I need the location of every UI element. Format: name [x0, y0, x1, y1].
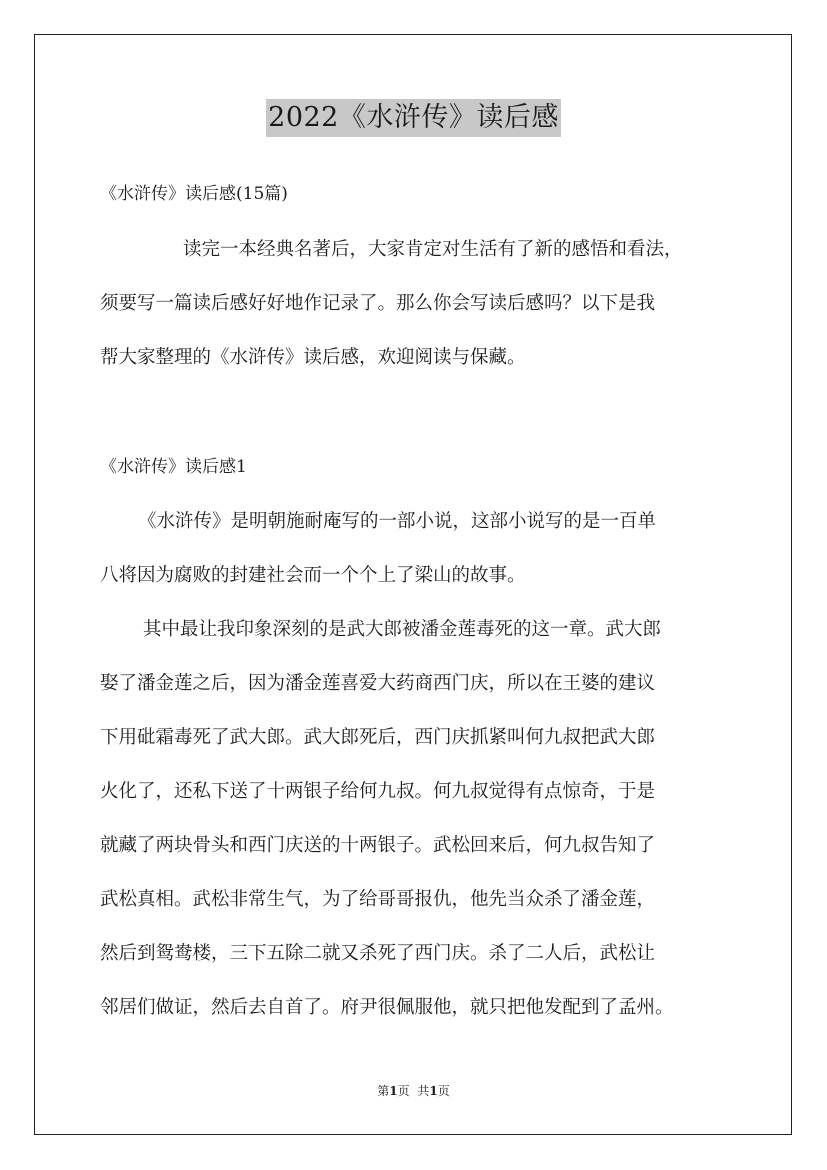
intro-line: 须要写一篇读后感好好地作记录了。那么你会写读后感吗？以下是我 — [100, 293, 656, 314]
page-footer — [0, 1082, 827, 1100]
intro-line: 读完一本经典名著后，大家肯定对生活有了新的感悟和看法， — [183, 239, 683, 260]
document-title: 2022《水浒传》读后感 — [266, 99, 561, 137]
title-container — [0, 99, 827, 137]
paragraph-line: 火化了，还私下送了十两银子给何九叔。何九叔觉得有点惊奇，于是 — [100, 781, 656, 802]
section-heading: 《水浒传》读后感1 — [100, 457, 247, 477]
paragraph-line: 武松真相。武松非常生气，为了给哥哥报仇，他先当众杀了潘金莲， — [100, 889, 656, 910]
paragraph-line: 八将因为腐败的封建社会而一个个上了梁山的故事。 — [100, 565, 526, 586]
total-pages: 1 — [429, 1084, 438, 1098]
paragraph-line: 邻居们做证，然后去自首了。府尹很佩服他，就只把他发配到了孟州。 — [100, 997, 674, 1018]
paragraph-line: 然后到鸳鸯楼，三下五除二就又杀死了西门庆。杀了二人后，武松让 — [100, 943, 656, 964]
page-prefix: 第 — [377, 1084, 390, 1098]
page-number: 1 — [389, 1084, 398, 1098]
paragraph-line: 其中最让我印象深刻的是武大郎被潘金莲毒死的这一章。武大郎 — [143, 619, 662, 640]
paragraph-line: 下用砒霜毒死了武大郎。武大郎死后，西门庆抓紧叫何九叔把武大郎 — [100, 727, 656, 748]
page-suffix: 页 — [397, 1084, 410, 1098]
paragraph-line: 娶了潘金莲之后，因为潘金莲喜爱大药商西门庆，所以在王婆的建议 — [100, 673, 656, 694]
paragraph-line: 《水浒传》是明朝施耐庵写的一部小说，这部小说写的是一百单 — [138, 511, 657, 532]
intro-line: 帮大家整理的《水浒传》读后感，欢迎阅读与保藏。 — [100, 347, 526, 368]
total-suffix: 页 — [437, 1084, 450, 1098]
subtitle: 《水浒传》读后感(15篇) — [100, 184, 288, 204]
total-prefix: 共 — [417, 1084, 430, 1098]
paragraph-line: 就藏了两块骨头和西门庆送的十两银子。武松回来后，何九叔告知了 — [100, 835, 656, 856]
